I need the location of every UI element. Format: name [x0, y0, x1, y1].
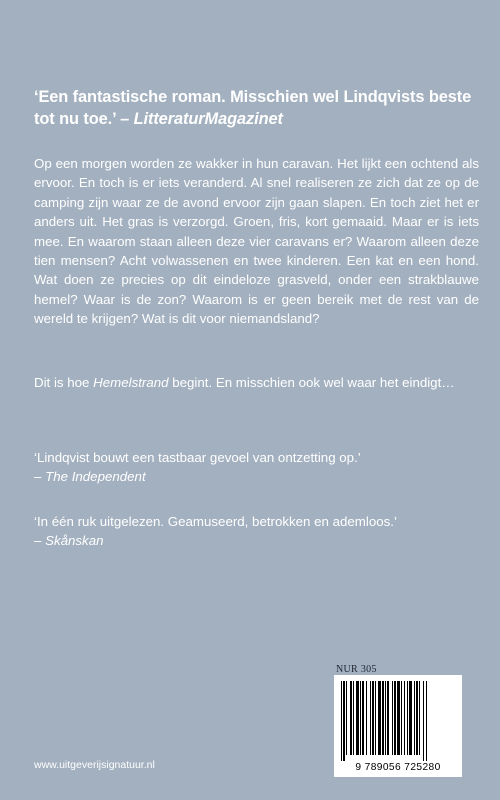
- review-quote: [34, 449, 479, 486]
- barcode-bar: [378, 681, 381, 755]
- barcode-bar: [360, 681, 361, 755]
- barcode-bar: [416, 681, 418, 755]
- nur-code: NUR 305: [336, 664, 377, 675]
- lead-quote-text: ‘Een fantastische roman. Misschien wel Lindqvists beste tot nu toe.’ –: [34, 88, 472, 128]
- barcode-bar: [404, 681, 405, 755]
- intro-after: begint. En misschien ook wel waar het eindigt…: [172, 375, 455, 390]
- barcode-bar: [341, 681, 342, 761]
- review-quote-source: – Skånskan: [34, 532, 104, 548]
- lead-quote: [34, 86, 474, 130]
- barcode-bar: [385, 681, 386, 755]
- review-quote-text: ‘Lindqvist bouwt een tastbaar gevoel van ontzetting op.’: [34, 450, 361, 465]
- barcode-bar: [401, 681, 402, 755]
- barcode-bar: [423, 681, 424, 761]
- barcode-bar: [409, 681, 412, 755]
- barcode-bar: [343, 681, 345, 761]
- barcode-bar: [362, 681, 364, 755]
- intro-line: [34, 373, 479, 392]
- barcode-bar: [382, 681, 384, 755]
- barcode-bars: [340, 681, 456, 761]
- publisher-website: www.uitgeverijsignatuur.nl: [34, 759, 155, 771]
- barcode-bar: [353, 681, 354, 755]
- barcode-bar: [419, 681, 420, 755]
- barcode-bar: [392, 681, 393, 755]
- barcode-bar: [394, 681, 396, 755]
- isbn-number: 9 789056 725280: [355, 762, 441, 773]
- review-quote-text: ‘In één ruk uitgelezen. Geamuseerd, betrokken en ademloos.’: [34, 514, 397, 529]
- review-quote: [34, 513, 479, 550]
- barcode-bar: [370, 681, 371, 755]
- barcode-bar: [366, 681, 367, 755]
- review-quote-source: – The Independent: [34, 468, 146, 484]
- lead-quote-source: LitteraturMagazinet: [133, 110, 283, 128]
- barcode-bar: [346, 681, 347, 755]
- blurb-text: Op een morgen worden ze wakker in hun caravan. Het lijkt een ochtend als ervoor. En toch is er iets veranderd. Al snel realiseren ze zich dat ze op de camping zijn waar ze de avond ervoor zijn gaan slapen. En toch ziet het er anders uit. Het gras is verzorgd. Groen, fris, kort gemaaid. Maar er is iets mee. En waarom staan alleen deze vier caravans er? Waarom alleen deze tien mensen? Acht volwassenen en twee kinderen. Een kat en een hond. Wat doen ze precies op dit eindeloze grasveld, onder een strakblauwe hemel? Waar is de zon? Waarom is er geen bereik met de rest van de wereld te krijgen? Wat is dit voor niemandsland?: [34, 156, 479, 327]
- barcode-bar: [375, 681, 376, 755]
- isbn-barcode: [334, 675, 462, 777]
- book-title: Hemelstrand: [93, 375, 169, 390]
- barcode-bar: [407, 681, 408, 755]
- intro-before: Dit is hoe: [34, 375, 90, 390]
- barcode-bar: [350, 681, 352, 755]
- barcode-bar: [426, 681, 427, 761]
- barcode-bar: [414, 681, 415, 755]
- barcode-bar: [356, 681, 359, 755]
- barcode-bar: [387, 681, 389, 755]
- barcode-bar: [397, 681, 400, 755]
- barcode-bar: [372, 681, 374, 755]
